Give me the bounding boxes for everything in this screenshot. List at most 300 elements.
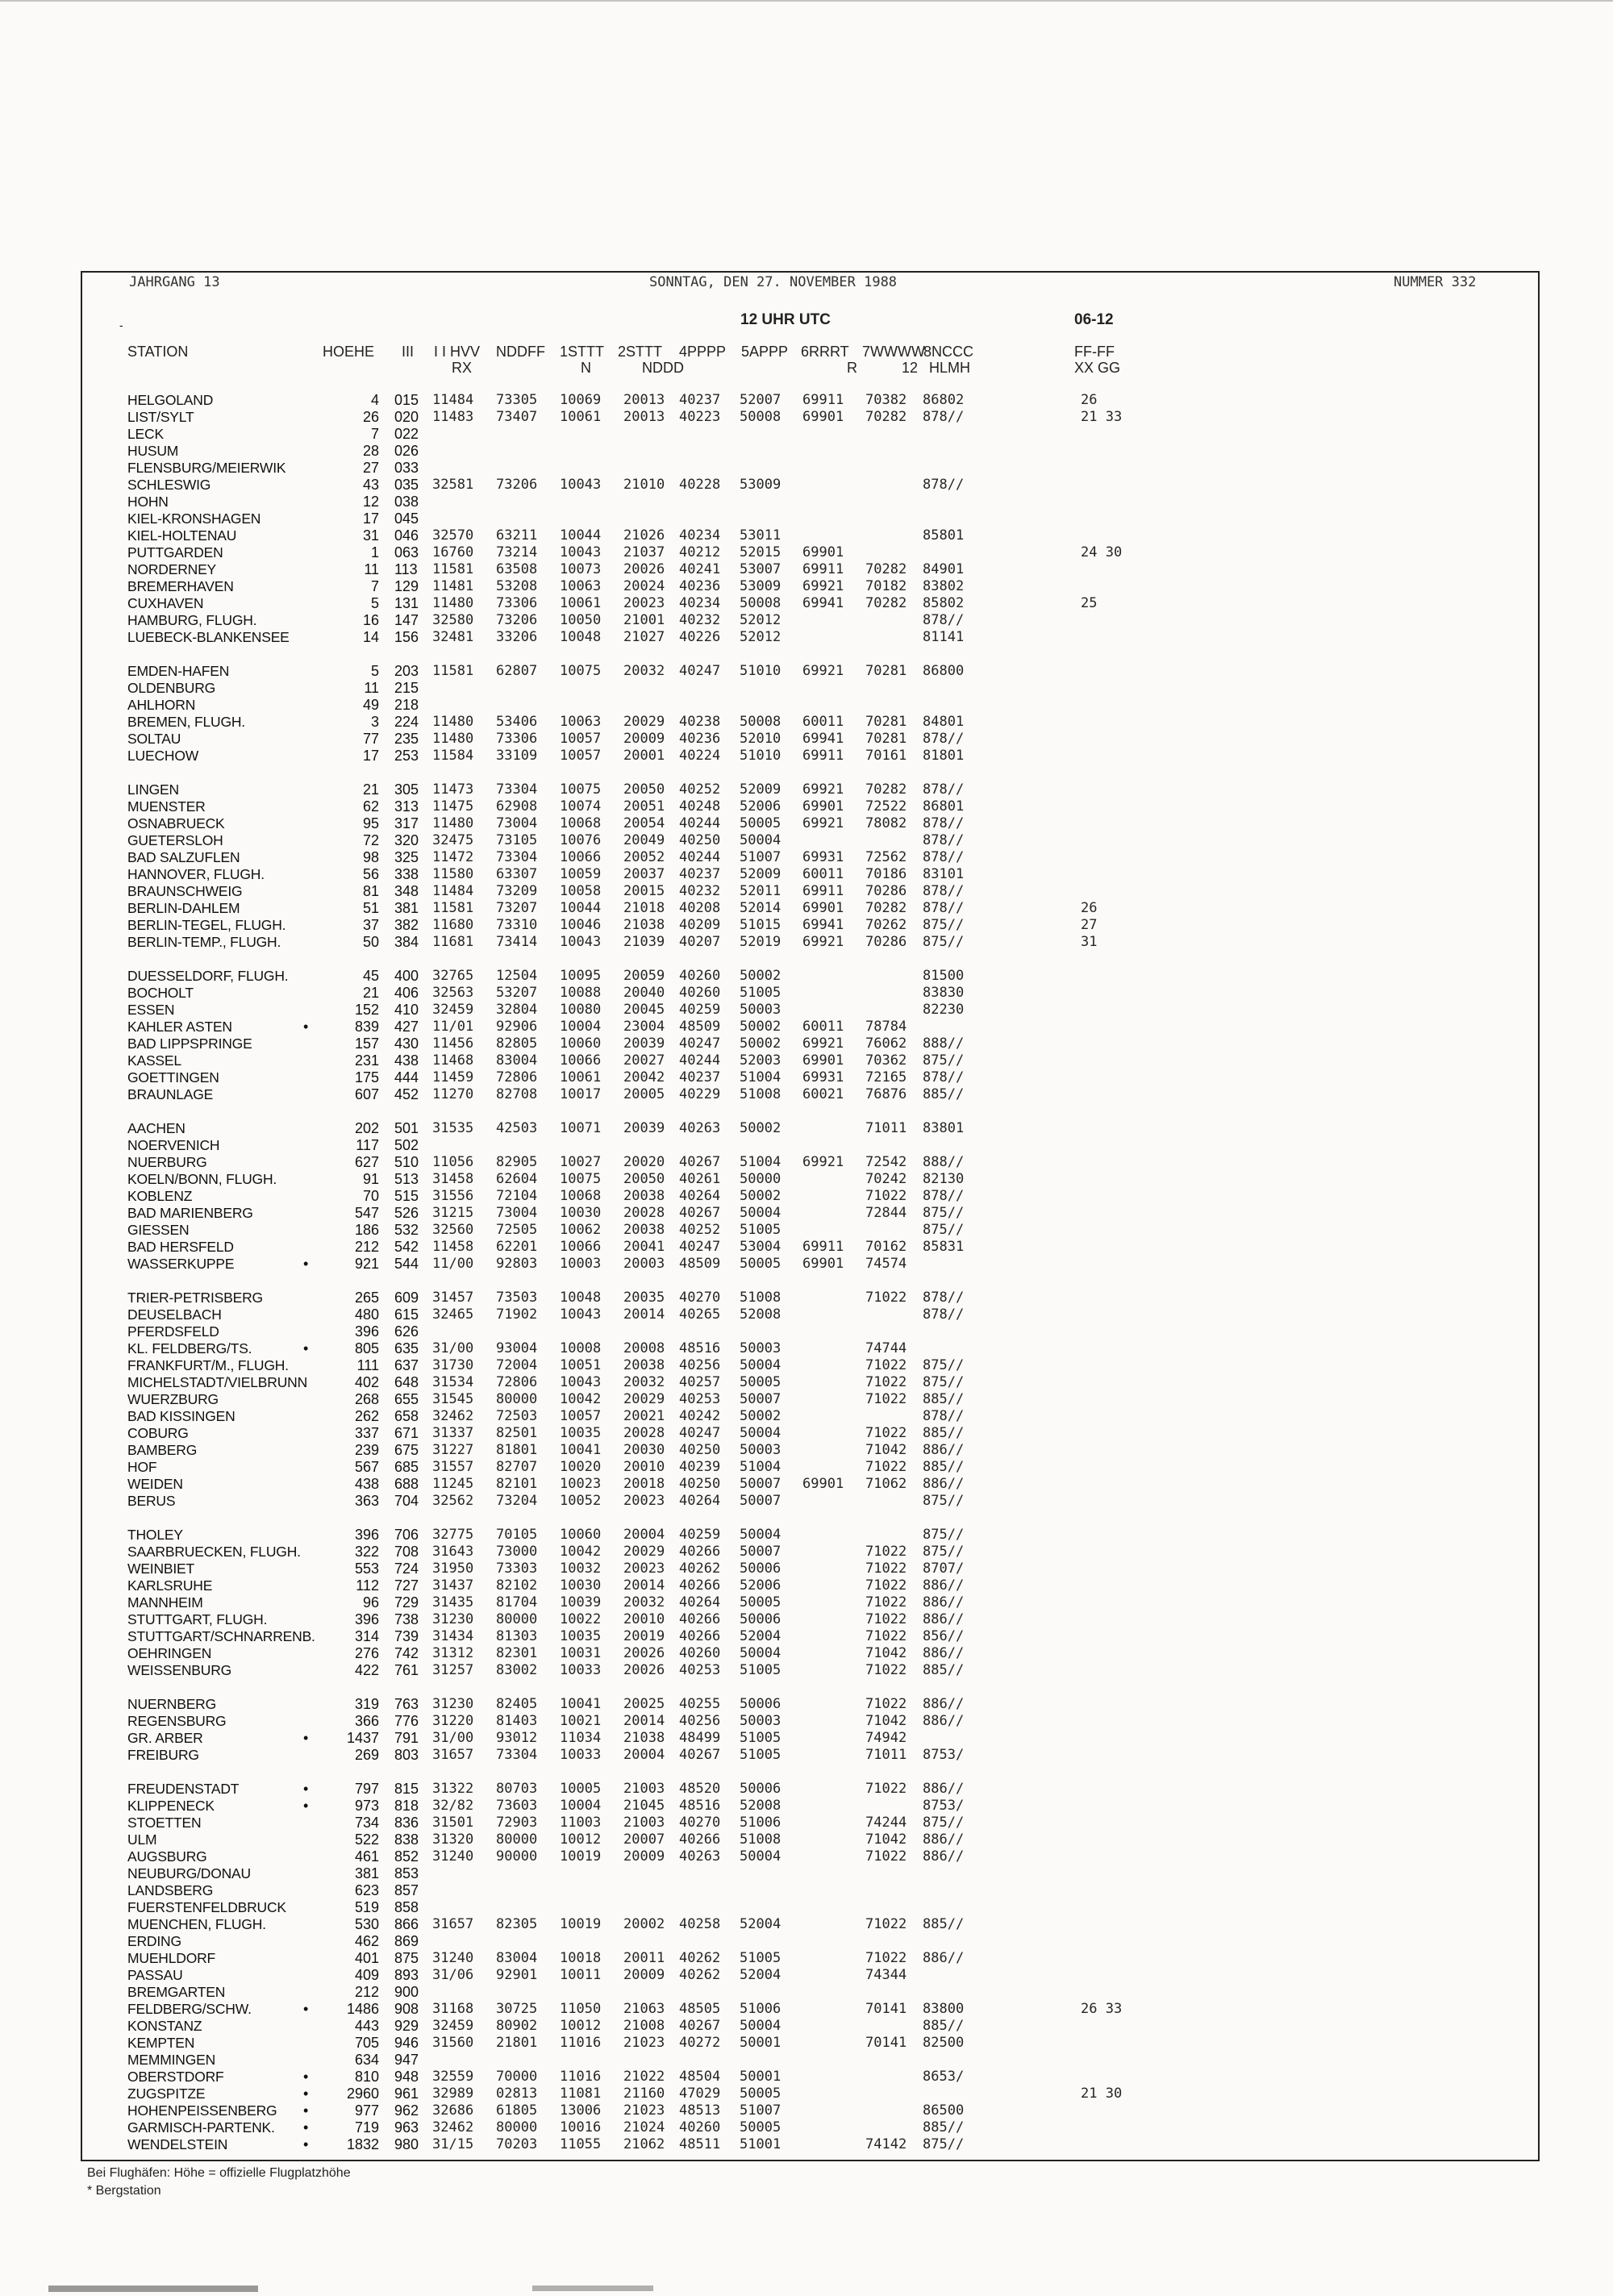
station-id: 430 xyxy=(394,1035,419,1052)
group-4pppp: 40260 xyxy=(679,968,721,984)
scan-mark: - xyxy=(119,319,123,331)
group-nddff: 70000 xyxy=(496,2069,538,2085)
group-2sttt: 20039 xyxy=(623,1120,665,1136)
table-row xyxy=(0,968,1613,984)
group-ihvv: 32989 xyxy=(432,2086,474,2102)
station-name: REGENSBURG xyxy=(127,1713,227,1729)
station-id: 685 xyxy=(394,1459,419,1475)
station-height: 157 xyxy=(354,1035,379,1052)
group-7wwww: 70281 xyxy=(865,714,907,730)
group-2sttt: 20038 xyxy=(623,1188,665,1204)
gust-ffff: 26 33 xyxy=(1081,2001,1123,2017)
station-name: WEIDEN xyxy=(127,1476,183,1492)
station-height: 3 xyxy=(370,714,379,730)
station-name: FLENSBURG/MEIERWIK xyxy=(127,460,286,476)
station-name: BRAUNSCHWEIG xyxy=(127,883,243,899)
table-row xyxy=(0,1239,1613,1255)
group-7wwww: 71022 xyxy=(865,1290,907,1306)
station-height: 1437 xyxy=(346,1730,379,1746)
group-2sttt: 20051 xyxy=(623,798,665,815)
group-5appp: 50006 xyxy=(740,1561,781,1577)
table-row xyxy=(0,1815,1613,1831)
station-name: WENDELSTEIN xyxy=(127,2136,228,2152)
group-nddff: 81704 xyxy=(496,1594,538,1611)
group-nddff: 33109 xyxy=(496,748,538,764)
group-8nccc: 878// xyxy=(923,1069,965,1085)
station-name: WEISSENBURG xyxy=(127,1662,232,1678)
group-ihvv: 11480 xyxy=(432,595,474,611)
station-name: MICHELSTADT/VIELBRUNN xyxy=(127,1374,308,1390)
table-row xyxy=(0,1527,1613,1543)
group-4pppp: 40262 xyxy=(679,1561,721,1577)
station-id: 382 xyxy=(394,917,419,933)
group-ihvv: 11680 xyxy=(432,917,474,933)
table-row xyxy=(0,2102,1613,2119)
group-1sttt: 10030 xyxy=(560,1205,602,1221)
group-4pppp: 40263 xyxy=(679,1848,721,1865)
group-5appp: 52004 xyxy=(740,1967,781,1983)
group-4pppp: 40262 xyxy=(679,1950,721,1966)
station-name: OSNABRUECK xyxy=(127,815,225,831)
station-id: 893 xyxy=(394,1967,419,1983)
station-id: 963 xyxy=(394,2119,419,2136)
group-4pppp: 40252 xyxy=(679,1222,721,1238)
group-1sttt: 10008 xyxy=(560,1340,602,1356)
group-1sttt: 10076 xyxy=(560,832,602,848)
group-ihvv: 31556 xyxy=(432,1188,474,1204)
group-nddff: 73304 xyxy=(496,781,538,798)
group-4pppp: 40256 xyxy=(679,1713,721,1729)
group-ihvv: 32462 xyxy=(432,1408,474,1424)
table-row xyxy=(0,1831,1613,1848)
table-row xyxy=(0,1628,1613,1644)
gust-ffff: 27 xyxy=(1081,917,1098,933)
group-7wwww: 70281 xyxy=(865,731,907,747)
table-row xyxy=(0,1137,1613,1153)
group-8nccc: 86500 xyxy=(923,2102,965,2119)
group-4pppp: 40264 xyxy=(679,1594,721,1611)
station-height: 443 xyxy=(354,2018,379,2034)
group-ihvv: 31230 xyxy=(432,1696,474,1712)
table-row xyxy=(0,1696,1613,1712)
group-2sttt: 20001 xyxy=(623,748,665,764)
group-4pppp: 40259 xyxy=(679,1002,721,1018)
group-5appp: 52008 xyxy=(740,1798,781,1814)
station-name: KEMPTEN xyxy=(127,2035,195,2051)
group-8nccc: 885// xyxy=(923,1391,965,1407)
table-row xyxy=(0,1154,1613,1170)
station-height: 276 xyxy=(354,1645,379,1661)
group-2sttt: 20029 xyxy=(623,1544,665,1560)
group-nddff: 82905 xyxy=(496,1154,538,1170)
station-name: KARLSRUHE xyxy=(127,1577,213,1594)
group-1sttt: 10063 xyxy=(560,714,602,730)
group-ihvv: 11483 xyxy=(432,409,474,425)
gust-ffff: 21 30 xyxy=(1081,2086,1123,2102)
station-name: WEINBIET xyxy=(127,1561,194,1577)
table-row xyxy=(0,2069,1613,2085)
group-ihvv: 31457 xyxy=(432,1290,474,1306)
group-2sttt: 20013 xyxy=(623,409,665,425)
station-height: 381 xyxy=(354,1865,379,1881)
group-1sttt: 10041 xyxy=(560,1442,602,1458)
group-7wwww: 71042 xyxy=(865,1713,907,1729)
station-name: BAD MARIENBERG xyxy=(127,1205,253,1221)
station-id: 320 xyxy=(394,832,419,848)
group-4pppp: 40223 xyxy=(679,409,721,425)
table-row xyxy=(0,1357,1613,1373)
group-nddff: 61805 xyxy=(496,2102,538,2119)
group-ihvv: 31/00 xyxy=(432,1730,474,1746)
group-nddff: 73503 xyxy=(496,1290,538,1306)
station-name: AUGSBURG xyxy=(127,1848,207,1865)
group-ihvv: 31215 xyxy=(432,1205,474,1221)
group-2sttt: 20010 xyxy=(623,1611,665,1627)
group-4pppp: 40263 xyxy=(679,1120,721,1136)
station-name: HOHENPEISSENBERG xyxy=(127,2102,277,2119)
group-nddff: 73304 xyxy=(496,1747,538,1763)
group-nddff: 72806 xyxy=(496,1069,538,1085)
group-1sttt: 10030 xyxy=(560,1577,602,1594)
station-height: 77 xyxy=(362,731,379,747)
group-5appp: 50003 xyxy=(740,1002,781,1018)
group-ihvv: 31643 xyxy=(432,1544,474,1560)
group-1sttt: 10020 xyxy=(560,1459,602,1475)
group-4pppp: 40252 xyxy=(679,781,721,798)
group-8nccc: 878// xyxy=(923,731,965,747)
station-id: 791 xyxy=(394,1730,419,1746)
issue-number: NUMMER 332 xyxy=(1394,274,1477,290)
table-row xyxy=(0,1865,1613,1881)
group-1sttt: 10043 xyxy=(560,477,602,493)
group-1sttt: 11016 xyxy=(560,2035,602,2051)
group-8nccc: 875// xyxy=(923,934,965,950)
group-nddff: 73105 xyxy=(496,832,538,848)
group-2sttt: 20024 xyxy=(623,578,665,594)
gust-ffff: 31 xyxy=(1081,934,1098,950)
group-nddff: 73414 xyxy=(496,934,538,950)
station-height: 438 xyxy=(354,1476,379,1492)
group-8nccc: 878// xyxy=(923,832,965,848)
group-8nccc: 885// xyxy=(923,2018,965,2034)
group-5appp: 50008 xyxy=(740,714,781,730)
table-row xyxy=(0,1899,1613,1915)
table-row xyxy=(0,849,1613,865)
group-1sttt: 10057 xyxy=(560,748,602,764)
group-1sttt: 10061 xyxy=(560,409,602,425)
station-height: 186 xyxy=(354,1222,379,1238)
group-7wwww: 78784 xyxy=(865,1019,907,1035)
group-5appp: 50005 xyxy=(740,1374,781,1390)
group-nddff: 73206 xyxy=(496,477,538,493)
group-2sttt: 21022 xyxy=(623,2069,665,2085)
group-5appp: 50008 xyxy=(740,409,781,425)
station-id: 869 xyxy=(394,1933,419,1949)
group-5appp: 51008 xyxy=(740,1831,781,1848)
group-2sttt: 20028 xyxy=(623,1425,665,1441)
group-2sttt: 20015 xyxy=(623,883,665,899)
group-4pppp: 40247 xyxy=(679,663,721,679)
station-name: ESSEN xyxy=(127,1002,175,1018)
group-nddff: 33206 xyxy=(496,629,538,645)
station-height: 627 xyxy=(354,1154,379,1170)
group-8nccc: 875// xyxy=(923,1357,965,1373)
group-1sttt: 10017 xyxy=(560,1086,602,1102)
table-row xyxy=(0,443,1613,459)
station-height: 175 xyxy=(354,1069,379,1085)
station-name: GIESSEN xyxy=(127,1222,190,1238)
group-nddff: 73304 xyxy=(496,849,538,865)
group-1sttt: 11034 xyxy=(560,1730,602,1746)
station-id: 452 xyxy=(394,1086,419,1102)
group-ihvv: 32459 xyxy=(432,2018,474,2034)
station-id: 948 xyxy=(394,2069,419,2085)
group-4pppp: 40247 xyxy=(679,1425,721,1441)
table-row xyxy=(0,1493,1613,1509)
table-row xyxy=(0,1019,1613,1035)
gust-ffff: 24 30 xyxy=(1081,544,1123,560)
group-4pppp: 40264 xyxy=(679,1188,721,1204)
group-5appp: 50004 xyxy=(740,1425,781,1441)
group-4pppp: 40266 xyxy=(679,1577,721,1594)
group-ihvv: 31501 xyxy=(432,1815,474,1831)
station-id: 022 xyxy=(394,426,419,442)
group-4pppp: 40236 xyxy=(679,731,721,747)
group-8nccc: 875// xyxy=(923,1544,965,1560)
group-6rrrt: 69911 xyxy=(802,1239,844,1255)
group-8nccc: 81141 xyxy=(923,629,965,645)
station-height: 623 xyxy=(354,1882,379,1898)
group-8nccc: 878// xyxy=(923,849,965,865)
col-station: STATION xyxy=(127,344,189,360)
group-4pppp: 40250 xyxy=(679,1442,721,1458)
group-1sttt: 10048 xyxy=(560,1290,602,1306)
group-7wwww: 70186 xyxy=(865,866,907,882)
group-5appp: 52006 xyxy=(740,1577,781,1594)
group-ihvv: 11681 xyxy=(432,934,474,950)
table-row xyxy=(0,1967,1613,1983)
group-nddff: 82101 xyxy=(496,1476,538,1492)
mountain-marker: • xyxy=(303,1798,309,1814)
group-2sttt: 20045 xyxy=(623,1002,665,1018)
group-ihvv: 32481 xyxy=(432,629,474,645)
group-5appp: 50006 xyxy=(740,1781,781,1797)
group-1sttt: 10048 xyxy=(560,629,602,645)
station-height: 314 xyxy=(354,1628,379,1644)
group-5appp: 50007 xyxy=(740,1544,781,1560)
station-height: 519 xyxy=(354,1899,379,1915)
group-2sttt: 20032 xyxy=(623,1594,665,1611)
group-5appp: 50003 xyxy=(740,1442,781,1458)
table-row xyxy=(0,578,1613,594)
group-2sttt: 20027 xyxy=(623,1052,665,1069)
table-row xyxy=(0,477,1613,493)
table-row xyxy=(0,815,1613,831)
station-name: EMDEN-HAFEN xyxy=(127,663,230,679)
group-4pppp: 40267 xyxy=(679,1154,721,1170)
group-8nccc: 84901 xyxy=(923,561,965,577)
group-5appp: 50002 xyxy=(740,1035,781,1052)
group-4pppp: 40241 xyxy=(679,561,721,577)
station-name: LUECHOW xyxy=(127,748,199,764)
station-height: 111 xyxy=(356,1357,379,1373)
station-name: PFERDSFELD xyxy=(127,1323,219,1340)
group-4pppp: 40260 xyxy=(679,2119,721,2136)
group-nddff: 73603 xyxy=(496,1798,538,1814)
group-1sttt: 10043 xyxy=(560,1306,602,1323)
group-nddff: 62604 xyxy=(496,1171,538,1187)
group-ihvv: 31230 xyxy=(432,1611,474,1627)
group-nddff: 73306 xyxy=(496,731,538,747)
table-row xyxy=(0,1476,1613,1492)
group-8nccc: 886// xyxy=(923,1848,965,1865)
group-2sttt: 20002 xyxy=(623,1916,665,1932)
group-1sttt: 10068 xyxy=(560,815,602,831)
group-1sttt: 10057 xyxy=(560,1408,602,1424)
group-2sttt: 20032 xyxy=(623,1374,665,1390)
group-8nccc: 886// xyxy=(923,1713,965,1729)
col-nddd: NDDD xyxy=(642,360,684,376)
group-2sttt: 21063 xyxy=(623,2001,665,2017)
group-ihvv: 11480 xyxy=(432,815,474,831)
station-height: 17 xyxy=(362,748,379,764)
station-height: 70 xyxy=(362,1188,379,1204)
group-nddff: 90000 xyxy=(496,1848,538,1865)
group-4pppp: 40244 xyxy=(679,849,721,865)
group-1sttt: 10051 xyxy=(560,1357,602,1373)
group-5appp: 52004 xyxy=(740,1628,781,1644)
table-row xyxy=(0,1069,1613,1085)
table-row xyxy=(0,900,1613,916)
group-ihvv: 32686 xyxy=(432,2102,474,2119)
group-2sttt: 20026 xyxy=(623,561,665,577)
group-6rrrt: 69921 xyxy=(802,578,844,594)
group-6rrrt: 69911 xyxy=(802,561,844,577)
group-5appp: 50005 xyxy=(740,1256,781,1272)
group-4pppp: 40266 xyxy=(679,1611,721,1627)
group-ihvv: 31950 xyxy=(432,1561,474,1577)
table-row xyxy=(0,1882,1613,1898)
station-height: 1486 xyxy=(346,2001,379,2017)
group-nddff: 82708 xyxy=(496,1086,538,1102)
group-5appp: 50002 xyxy=(740,1120,781,1136)
group-nddff: 53207 xyxy=(496,985,538,1001)
station-height: 2960 xyxy=(346,2086,379,2102)
group-6rrrt: 69901 xyxy=(802,409,844,425)
station-name: BAMBERG xyxy=(127,1442,198,1458)
station-height: 363 xyxy=(354,1493,379,1509)
table-row xyxy=(0,917,1613,933)
station-name: ZUGSPITZE xyxy=(127,2086,206,2102)
group-7wwww: 70382 xyxy=(865,392,907,408)
group-4pppp: 48499 xyxy=(679,1730,721,1746)
group-4pppp: 40232 xyxy=(679,612,721,628)
group-6rrrt: 69911 xyxy=(802,392,844,408)
group-8nccc: 886// xyxy=(923,1781,965,1797)
group-8nccc: 82500 xyxy=(923,2035,965,2051)
group-5appp: 51004 xyxy=(740,1154,781,1170)
group-4pppp: 40266 xyxy=(679,1544,721,1560)
station-name: MUENCHEN, FLUGH. xyxy=(127,1916,266,1932)
station-name: STUTTGART, FLUGH. xyxy=(127,1611,268,1627)
station-name: WASSERKUPPE xyxy=(127,1256,235,1272)
group-1sttt: 10033 xyxy=(560,1662,602,1678)
table-row xyxy=(0,1594,1613,1611)
group-6rrrt: 60011 xyxy=(802,714,844,730)
station-id: 866 xyxy=(394,1916,419,1932)
group-7wwww: 71022 xyxy=(865,1374,907,1390)
station-name: HAMBURG, FLUGH. xyxy=(127,612,257,628)
group-2sttt: 20030 xyxy=(623,1442,665,1458)
col-8nccc: 8NCCC xyxy=(923,344,974,360)
station-id: 803 xyxy=(394,1747,419,1763)
group-8nccc: 82230 xyxy=(923,1002,965,1018)
station-id: 218 xyxy=(394,697,419,713)
station-height: 810 xyxy=(354,2069,379,2085)
group-1sttt: 10041 xyxy=(560,1696,602,1712)
station-id: 704 xyxy=(394,1493,419,1509)
station-id: 035 xyxy=(394,477,419,493)
station-height: 337 xyxy=(354,1425,379,1441)
group-7wwww: 71022 xyxy=(865,1611,907,1627)
group-2sttt: 20004 xyxy=(623,1527,665,1543)
station-name: FREIBURG xyxy=(127,1747,199,1763)
group-ihvv: 31435 xyxy=(432,1594,474,1611)
group-7wwww: 71022 xyxy=(865,1459,907,1475)
group-8nccc: 875// xyxy=(923,1374,965,1390)
station-id: 045 xyxy=(394,510,419,527)
table-row xyxy=(0,1425,1613,1441)
group-1sttt: 10060 xyxy=(560,1035,602,1052)
group-4pppp: 40267 xyxy=(679,2018,721,2034)
station-height: 921 xyxy=(354,1256,379,1272)
group-nddff: 72004 xyxy=(496,1357,538,1373)
station-id: 635 xyxy=(394,1340,419,1356)
group-nddff: 82405 xyxy=(496,1696,538,1712)
group-4pppp: 48516 xyxy=(679,1798,721,1814)
group-ihvv: 16760 xyxy=(432,544,474,560)
col-ff: FF-FF xyxy=(1074,344,1115,360)
station-height: 977 xyxy=(354,2102,379,2119)
group-7wwww: 71022 xyxy=(865,1696,907,1712)
station-id: 776 xyxy=(394,1713,419,1729)
station-height: 567 xyxy=(354,1459,379,1475)
table-row xyxy=(0,866,1613,882)
group-8nccc: 886// xyxy=(923,1442,965,1458)
group-8nccc: 875// xyxy=(923,1527,965,1543)
group-6rrrt: 60021 xyxy=(802,1086,844,1102)
station-id: 224 xyxy=(394,714,419,730)
station-id: 648 xyxy=(394,1374,419,1390)
group-4pppp: 40253 xyxy=(679,1662,721,1678)
group-5appp: 51010 xyxy=(740,748,781,764)
station-name: HOHN xyxy=(127,494,169,510)
group-nddff: 53406 xyxy=(496,714,538,730)
col-2sttt: 2STTT xyxy=(618,344,663,360)
station-name: BREMERHAVEN xyxy=(127,578,234,594)
group-8nccc: 83801 xyxy=(923,1120,965,1136)
group-4pppp: 40250 xyxy=(679,832,721,848)
group-6rrrt: 69921 xyxy=(802,663,844,679)
group-nddff: 82102 xyxy=(496,1577,538,1594)
group-2sttt: 20021 xyxy=(623,1408,665,1424)
group-nddff: 92906 xyxy=(496,1019,538,1035)
group-1sttt: 10043 xyxy=(560,934,602,950)
group-1sttt: 10080 xyxy=(560,1002,602,1018)
group-nddff: 73004 xyxy=(496,1205,538,1221)
station-id: 438 xyxy=(394,1052,419,1069)
group-1sttt: 10063 xyxy=(560,578,602,594)
